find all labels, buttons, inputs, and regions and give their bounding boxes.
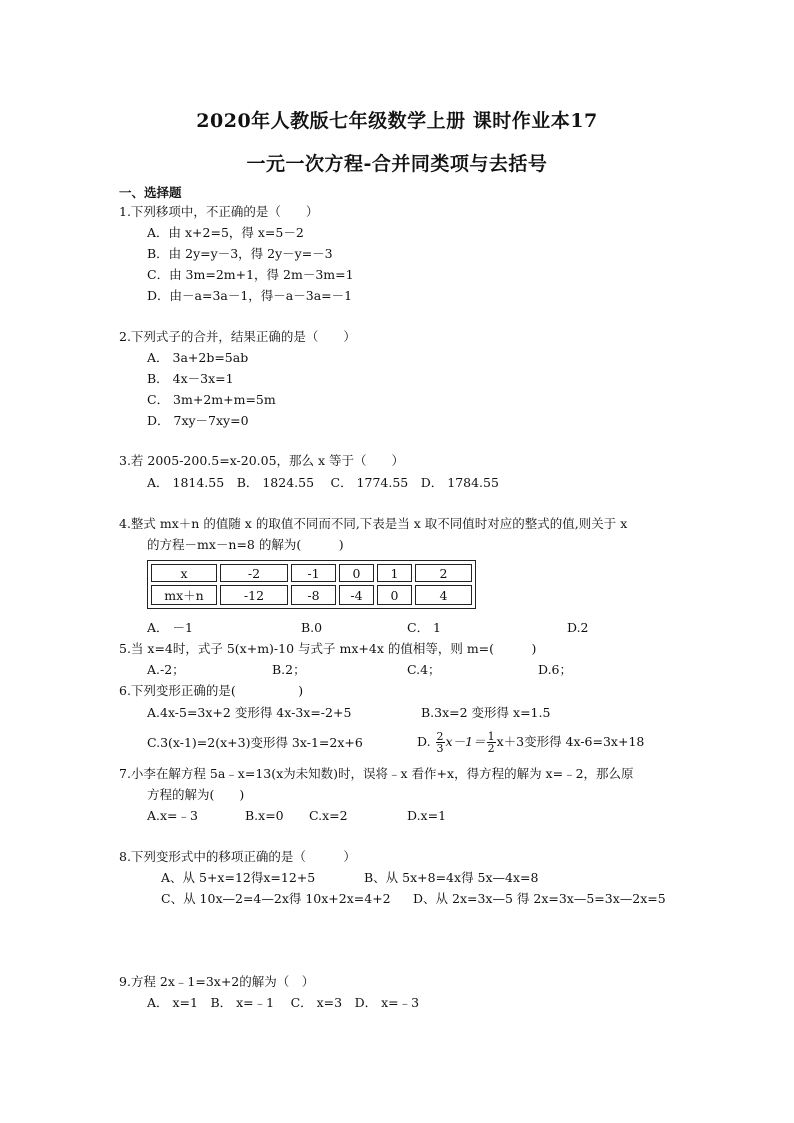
table-row — [151, 585, 472, 605]
value-table — [147, 560, 476, 609]
question-6-stem: 6.下列变形正确的是( ) — [119, 683, 304, 698]
table-cell: 2 — [415, 564, 472, 582]
question-1-option-b: B．由 2y=y－3，得 2y－y=－3 — [147, 246, 333, 261]
question-4-option-c: C． 1 — [407, 620, 441, 635]
question-5-option-a: A.-2； — [147, 662, 185, 677]
table-cell: -1 — [291, 564, 336, 582]
question-7-option-d: D.x=1 — [407, 808, 447, 823]
table-cell: 1 — [377, 564, 412, 582]
question-4-stem: 4.整式 mx＋n 的值随 x 的取值不同而不同,下表是当 x 取不同值时对应的整式的值,则关于 x — [119, 516, 628, 531]
question-7-option-a: A.x=﹣3 — [147, 808, 198, 823]
question-3-options: A． 1814.55 B． 1824.55 C． 1774.55 D． 1784.55 — [147, 475, 499, 490]
table-cell: 0 — [339, 564, 374, 582]
question-4-option-a: A． －1 — [147, 620, 193, 635]
question-5-option-d: D.6； — [538, 662, 573, 677]
fraction-denominator: 2 — [487, 742, 495, 755]
question-4-stem-continued: 的方程－mx－n=8 的解为( ) — [147, 537, 344, 552]
question-3-stem: 3.若 2005-200.5=x-20.05，那么 x 等于（ ） — [119, 453, 405, 468]
table-cell: -8 — [291, 585, 336, 605]
question-8-option-b: B、从 5x+8=4x得 5x—4x=8 — [364, 870, 539, 885]
question-1-option-d: D．由－a=3a－1，得－a－3a=－1 — [147, 288, 353, 303]
question-1-option-c: C．由 3m=2m+1，得 2m－3m=1 — [147, 267, 354, 282]
fraction-two-thirds — [436, 731, 445, 754]
question-2-stem: 2.下列式子的合并，结果正确的是（ ） — [119, 329, 356, 344]
table-cell: 4 — [415, 585, 472, 605]
question-6-option-d — [417, 724, 644, 760]
question-9-stem: 9.方程 2x﹣1=3x+2的解为（ ） — [119, 974, 315, 989]
question-2-option-b: B． 4x－3x=1 — [147, 371, 234, 386]
question-1-stem: 1.下列移项中，不正确的是（ ） — [119, 204, 319, 219]
table-cell: -2 — [220, 564, 288, 582]
question-5-option-b: B.2； — [272, 662, 306, 677]
question-4-option-d: D.2 — [567, 620, 589, 635]
question-8-option-d: D、从 2x=3x—5 得 2x=3x—5=3x—2x=5 — [413, 891, 666, 906]
question-5-option-c: C.4； — [407, 662, 441, 677]
table-cell: mx＋n — [151, 585, 217, 605]
fraction-numerator: 1 — [487, 730, 495, 743]
fraction-denominator: 3 — [436, 742, 444, 755]
question-7-option-c: C.x=2 — [309, 808, 348, 823]
question-8-stem: 8.下列变形式中的移项正确的是（ ） — [119, 849, 356, 864]
page-title: 2020年人教版七年级数学上册 课时作业本17 — [196, 110, 598, 132]
table-cell: -12 — [220, 585, 288, 605]
section-heading: 一、选择题 — [119, 185, 182, 200]
question-7-stem: 7.小李在解方程 5a﹣x=13(x为未知数)时，误将﹣x 看作+x，得方程的解为 x=﹣2，那么原 — [119, 766, 634, 781]
option-d-suffix: x＋3变形得 4x-6=3x+18 — [496, 734, 645, 749]
question-7-stem-continued: 方程的解为( ) — [147, 787, 245, 802]
table-cell: -4 — [339, 585, 374, 605]
table-row — [151, 564, 472, 582]
question-5-stem: 5.当 x=4时，式子 5(x+m)-10 与式子 mx+4x 的值相等，则 m=( ) — [119, 641, 537, 656]
question-6-option-a: A.4x-5=3x+2 变形得 4x-3x=-2+5 — [147, 705, 352, 720]
option-d-middle: x－1＝ — [445, 734, 486, 749]
question-8-option-c: C、从 10x—2=4—2x得 10x+2x=4+2 — [161, 891, 391, 906]
question-9-options: A． x=1 B． x=﹣1 C． x=3 D． x=﹣3 — [147, 995, 420, 1010]
question-8-option-a: A、从 5+x=12得x=12+5 — [161, 870, 316, 885]
table-cell: 0 — [377, 585, 412, 605]
question-1-option-a: A．由 x+2=5，得 x=5－2 — [147, 225, 304, 240]
question-7-option-b: B.x=0 — [245, 808, 284, 823]
question-6-option-b: B.3x=2 变形得 x=1.5 — [421, 705, 551, 720]
option-d-prefix: D. — [417, 734, 431, 749]
table-cell: x — [151, 564, 217, 582]
question-4-option-b: B.0 — [301, 620, 323, 635]
question-2-option-c: C． 3m+2m+m=5m — [147, 392, 276, 407]
page-subtitle: 一元一次方程-合并同类项与去括号 — [246, 153, 548, 175]
question-6-option-c: C.3(x-1)=2(x+3)变形得 3x-1=2x+6 — [147, 735, 363, 750]
question-2-option-d: D． 7xy－7xy=0 — [147, 413, 249, 428]
fraction-one-half — [487, 731, 496, 754]
question-2-option-a: A． 3a+2b=5ab — [147, 350, 249, 365]
fraction-numerator: 2 — [436, 730, 444, 743]
